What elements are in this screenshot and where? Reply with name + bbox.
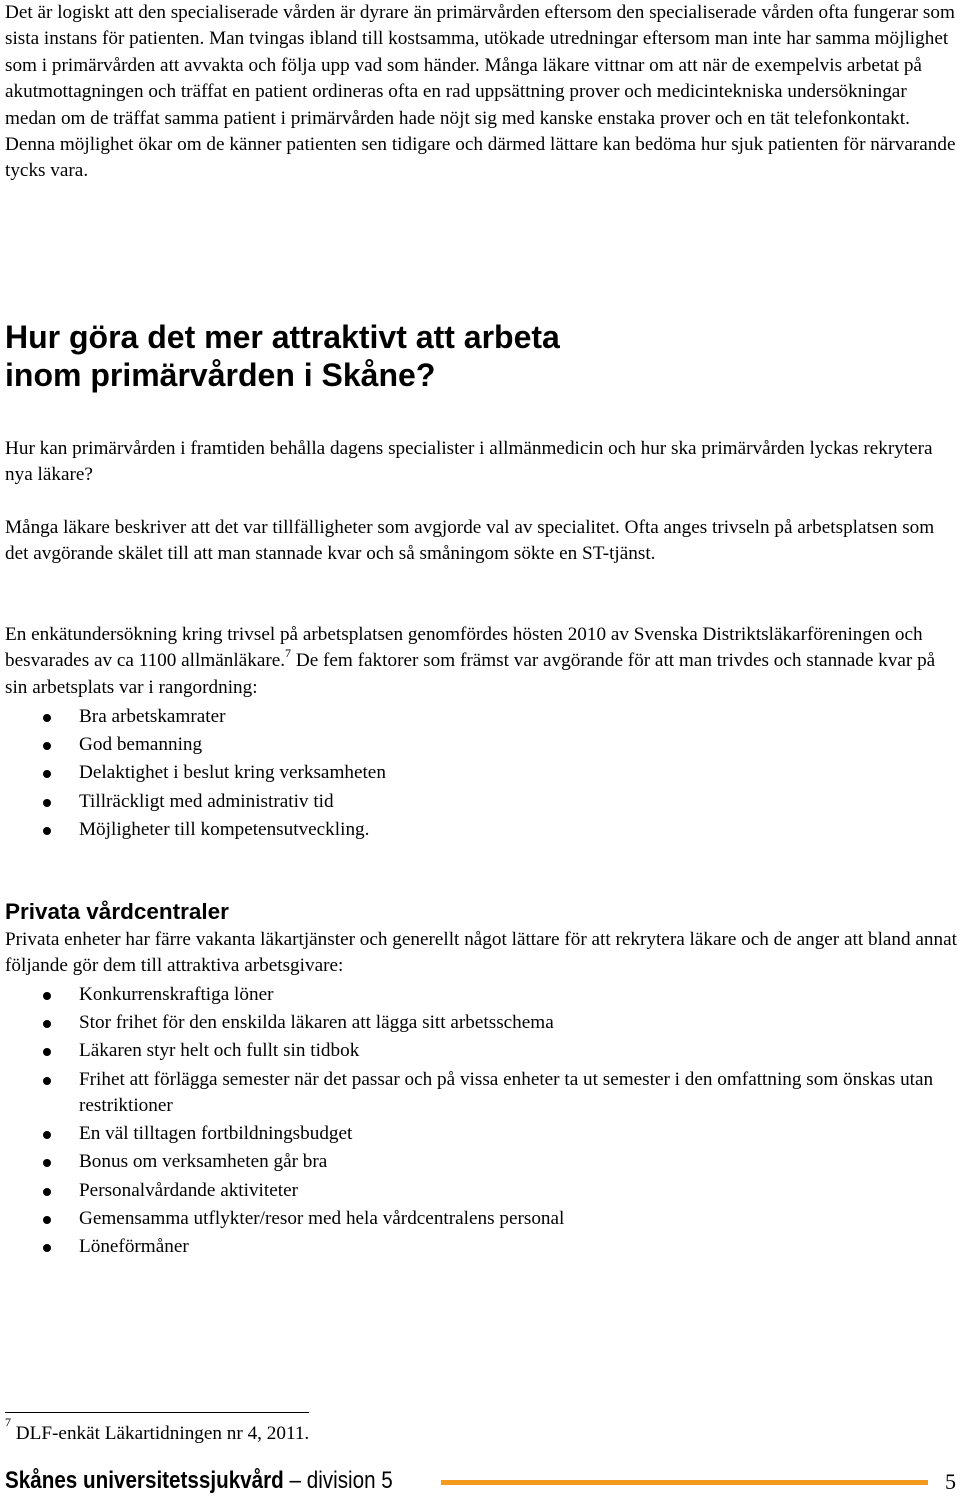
bullet-icon [43, 1159, 51, 1167]
private-list-item-text: Stor frihet för den enskilda läkaren att lägga sitt arbetsschema [79, 1012, 554, 1034]
factors-list-container [5, 704, 957, 845]
bullet-icon [43, 1020, 51, 1028]
bullet-icon [43, 714, 51, 722]
private-list-item-text: Frihet att förlägga semester när det passar och på vissa enheter ta ut semester i den omfattning som önskas utan restriktioner [79, 1068, 934, 1117]
footnote [5, 1414, 310, 1446]
footnote-text: DLF-enkät Läkartidningen nr 4, 2011. [11, 1423, 310, 1444]
factor-list-item-text: Bra arbetskamrater [79, 706, 226, 727]
factors-list [5, 704, 957, 843]
bullet-icon [43, 992, 51, 1000]
bullet-icon [43, 799, 51, 807]
private-list-item [5, 1206, 957, 1232]
section-heading-private-clinics: Privata vårdcentraler [5, 899, 229, 924]
bullet-icon [43, 1188, 51, 1196]
footnote-number: 7 [5, 1414, 11, 1429]
survey-paragraph [5, 622, 957, 701]
private-list-item-text: En väl tilltagen fortbildningsbudget [79, 1123, 353, 1145]
question-paragraph: Hur kan primärvården i framtiden behålla dagens specialister i allmänmedicin och hur ska primärvården lyckas rekrytera nya läkare? [5, 438, 933, 486]
specialty-choice-paragraph: Många läkare beskriver att det var tillfälligheter som avgjorde val av specialitet. Ofta anges trivseln på arbetsplatsen som det avgörande skälet till att man stannade kvar och så småningom sökte en ST-tjänst. [5, 517, 935, 565]
footer-brand-name: Skånes universitetssjukvård [5, 1467, 284, 1494]
heading-line-1: Hur göra det mer attraktivt att arbeta [5, 319, 560, 355]
heading-line-2: inom primärvården i Skåne? [5, 357, 436, 393]
private-list-item [5, 1038, 957, 1064]
private-list-item-text: Löneförmåner [79, 1236, 189, 1258]
factor-list-item-text: Delaktighet i beslut kring verksamheten [79, 762, 386, 784]
bullet-icon [43, 770, 51, 778]
footnote-reference[interactable]: 7 [285, 646, 292, 661]
private-items-list [5, 982, 957, 1260]
bullet-icon [43, 1048, 51, 1056]
intro-text-part-1: Det är logiskt att den specialiserade vården är dyrare än primärvården eftersom den specialiserade vården ofta fungerar som sista instans för patienten. Man tvingas ibland till kostsamma, utökade utredningar eftersom man inte har samma möjlighet som i primärvården att avvakta och följa upp vad som händer. [5, 2, 955, 76]
private-list-item [5, 1067, 957, 1120]
intro-text-part-3: Denna möjlighet ökar om de känner patienten sen tidigare och därmed lättare kan bedöma hur sjuk patienten för närvarande tycks vara. [5, 134, 956, 182]
factor-list-item-text: Möjligheter till kompetensutveckling. [79, 818, 370, 840]
page-footer [5, 1467, 960, 1497]
private-list-item [5, 1178, 957, 1204]
footer-accent-bar [441, 1480, 928, 1485]
footer-division: – division 5 [283, 1467, 393, 1494]
intro-paragraph [5, 0, 957, 185]
private-list-item [5, 1121, 957, 1147]
footer-brand [5, 1467, 393, 1495]
private-list-item [5, 1234, 957, 1260]
private-list-item-text: Läkaren styr helt och fullt sin tidbok [79, 1040, 360, 1062]
bullet-icon [43, 1216, 51, 1224]
factor-list-item [5, 817, 957, 843]
intro-text-part-2: Många läkare vittnar om att när de exempelvis arbetat på akutmottagningen och träffat en patient ordineras ofta en rad uppsättning prover och medicintekniska undersökningar medan om de träffat samma patient i primärvården hade nöjt sig med kanske enstaka prover och en tät telefonkontakt. [5, 54, 922, 129]
survey-text-part-1: En enkätundersökning kring trivsel på arbetsplatsen genomfördes hösten 2010 av Svenska Distriktsläkarföreningen och besvarades av ca 1100 allmänläkare. [5, 624, 923, 672]
bullet-icon [43, 1244, 51, 1252]
factor-list-item [5, 732, 957, 758]
private-list-item-text: Bonus om verksamheten går bra [79, 1151, 328, 1173]
factor-list-item-text: Tillräckligt med administrativ tid [79, 790, 334, 812]
factor-list-item-text: God bemanning [79, 734, 203, 756]
private-list-item-text: Personalvårdande aktiviteter [79, 1179, 298, 1201]
private-list-item [5, 982, 957, 1008]
bullet-icon [43, 742, 51, 750]
factor-list-item [5, 760, 957, 786]
private-items-list-container [5, 982, 957, 1262]
bullet-icon [43, 1131, 51, 1139]
private-list-item-text: Konkurrenskraftiga löner [79, 984, 274, 1005]
page-number: 5 [945, 1469, 956, 1494]
private-clinics-paragraph: Privata enheter har färre vakanta läkartjänster och generellt något lättare för att rekrytera läkare och de anger att bland annat följande gör dem till attraktiva arbetsgivare: [5, 929, 957, 977]
bullet-icon [43, 1077, 51, 1085]
factor-list-item [5, 789, 957, 815]
bullet-icon [43, 827, 51, 835]
survey-text-part-2: De fem faktorer som främst var avgörande för att man trivdes och stannade kvar på sin arbetsplats var i rangordning: [5, 650, 936, 698]
private-list-item-text: Gemensamma utflykter/resor med hela vårdcentralens personal [79, 1207, 565, 1229]
private-list-item [5, 1010, 957, 1036]
private-list-item [5, 1149, 957, 1175]
factor-list-item [5, 704, 957, 730]
footnote-divider [5, 1412, 309, 1413]
section-heading-attractive-primary-care [5, 318, 560, 394]
